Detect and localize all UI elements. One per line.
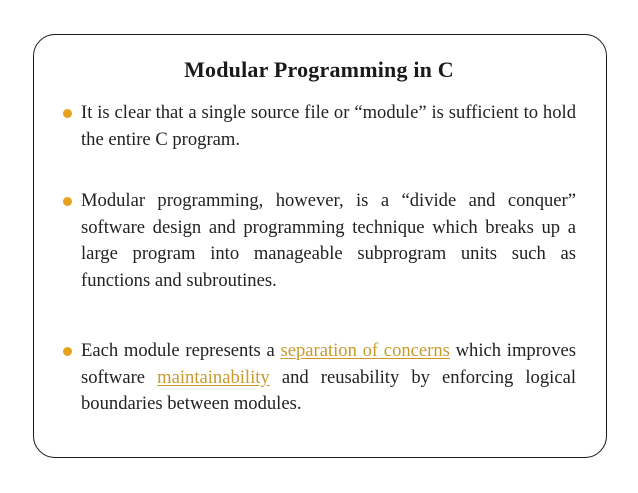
bullet-item-1 [62,100,576,153]
bullet-text-2: Modular programming, however, is a “divide and conquer” software design and programming technique which breaks up a large program into manageable subprogram units such as functions and subroutines. [81,190,576,291]
maintainability-link[interactable]: maintainability [157,366,270,388]
bullet-dot-icon [63,109,72,118]
separation-of-concerns-link[interactable]: separation of concerns [280,340,450,361]
bullet-dot-icon [63,197,72,206]
bullet-text-3-part-1: Each module represents a [81,340,275,361]
bullet-dot-icon [63,347,72,356]
bullet-text-3-part-3: and reusability by enforcing logical boundaries between modules. [81,366,576,415]
bullet-item-3 [62,338,576,418]
bullet-text-3 [62,338,576,418]
bullet-text-1: It is clear that a single source file or “module” is sufficient to hold the entire C program. [81,102,576,150]
bullet-text-3-part-2: which improves software [81,340,576,388]
slide-title: Modular Programming in C [184,57,454,82]
bullet-item-2 [62,188,576,294]
